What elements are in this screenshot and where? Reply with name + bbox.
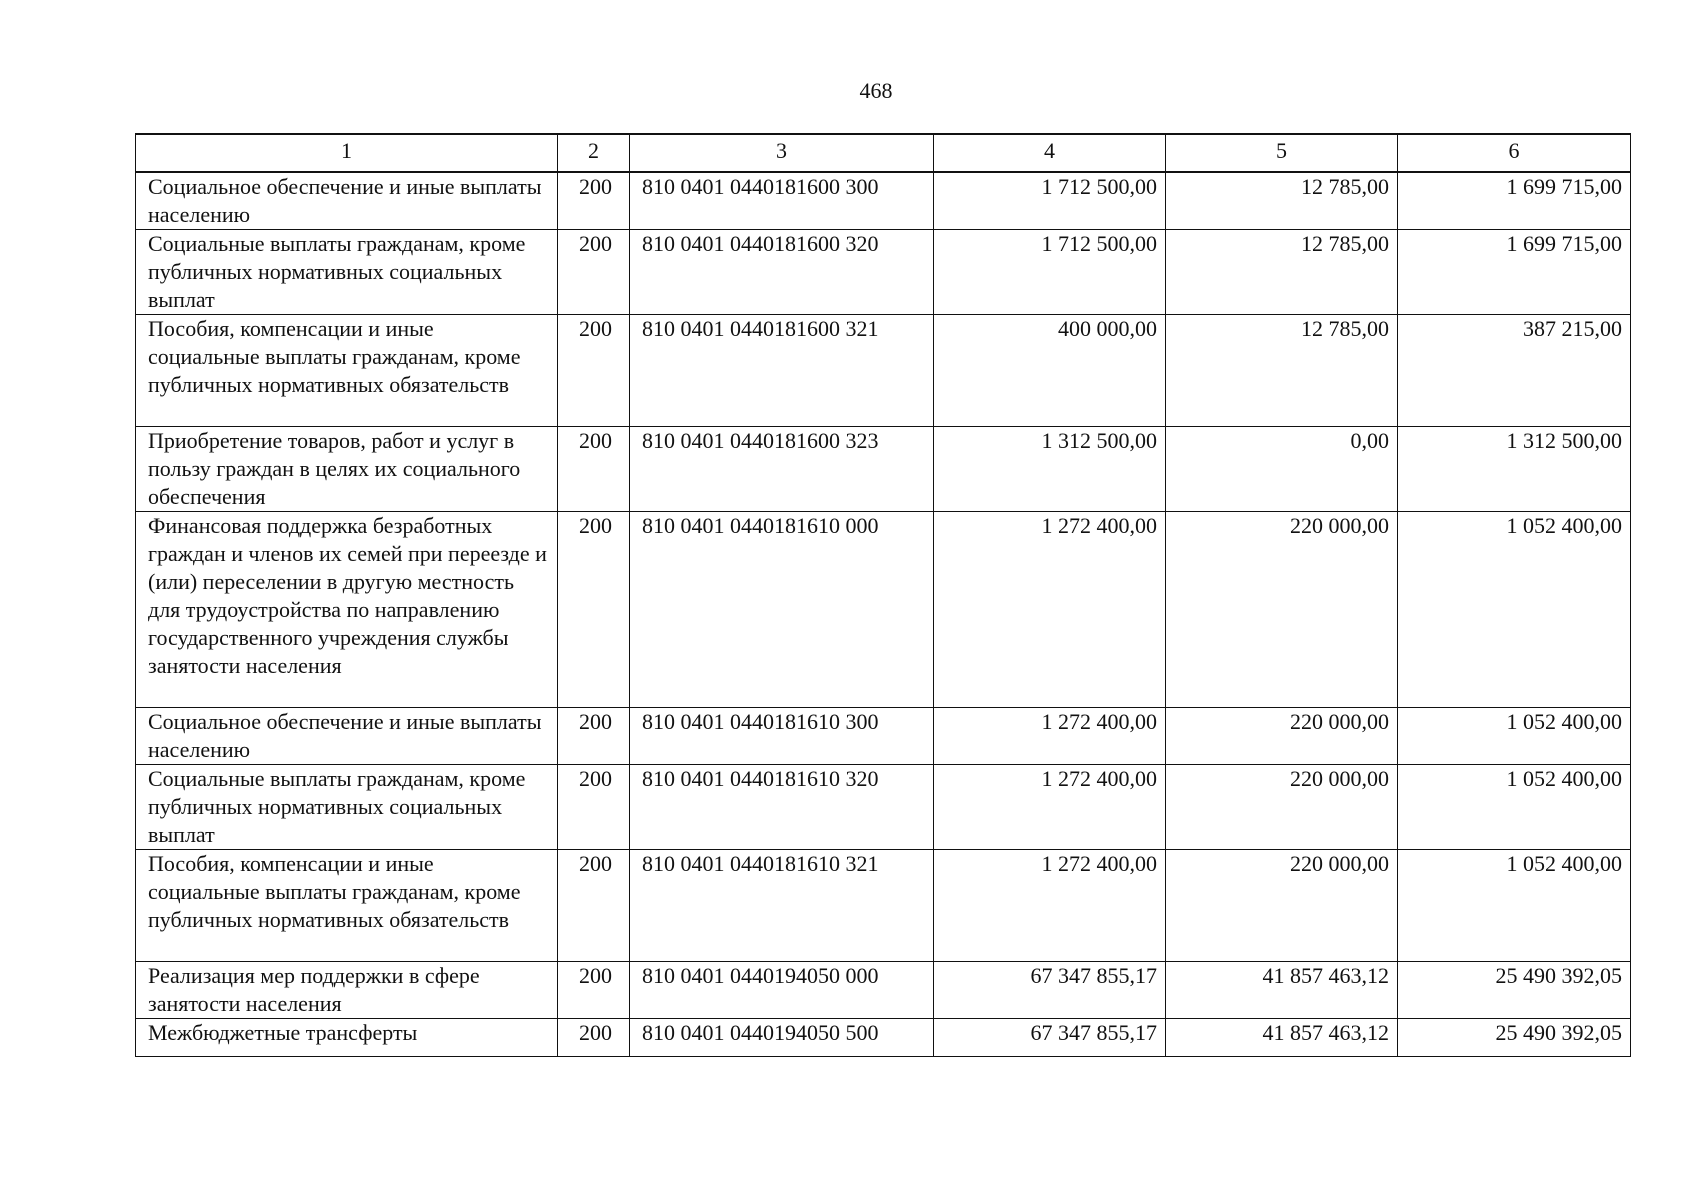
row-name: Социальное обеспечение и иные выплаты населению xyxy=(136,172,558,230)
table-row xyxy=(136,315,1631,427)
row-budget-code: 810 0401 0440181600 321 xyxy=(630,315,934,427)
row-executed: 220 000,00 xyxy=(1166,512,1398,708)
row-approved: 1 272 400,00 xyxy=(934,850,1166,962)
row-name: Социальные выплаты гражданам, кроме публичных нормативных социальных выплат xyxy=(136,230,558,315)
row-name: Социальное обеспечение и иные выплаты населению xyxy=(136,708,558,765)
row-admin-code: 200 xyxy=(558,765,630,850)
row-unexecuted: 1 312 500,00 xyxy=(1398,427,1631,512)
row-executed: 12 785,00 xyxy=(1166,315,1398,427)
column-header-1: 1 xyxy=(136,134,558,172)
row-approved: 1 272 400,00 xyxy=(934,512,1166,708)
row-budget-code: 810 0401 0440181600 320 xyxy=(630,230,934,315)
row-admin-code: 200 xyxy=(558,708,630,765)
row-admin-code: 200 xyxy=(558,315,630,427)
row-approved: 400 000,00 xyxy=(934,315,1166,427)
row-name: Финансовая поддержка безработных граждан и членов их семей при переезде и (или) переселении в другую местность для трудоустройства по направлению государственного учреждения службы занятости населения xyxy=(136,512,558,708)
row-admin-code: 200 xyxy=(558,962,630,1019)
row-name: Пособия, компенсации и иные социальные выплаты гражданам, кроме публичных нормативных обязательств xyxy=(136,850,558,962)
row-admin-code: 200 xyxy=(558,850,630,962)
table-row xyxy=(136,172,1631,230)
row-name: Приобретение товаров, работ и услуг в пользу граждан в целях их социального обеспечения xyxy=(136,427,558,512)
row-name: Межбюджетные трансферты xyxy=(136,1019,558,1057)
row-unexecuted: 25 490 392,05 xyxy=(1398,962,1631,1019)
table-body xyxy=(136,172,1631,1057)
row-executed: 0,00 xyxy=(1166,427,1398,512)
column-header-3: 3 xyxy=(630,134,934,172)
row-approved: 1 312 500,00 xyxy=(934,427,1166,512)
row-name: Социальные выплаты гражданам, кроме публичных нормативных социальных выплат xyxy=(136,765,558,850)
table-row xyxy=(136,708,1631,765)
budget-table xyxy=(135,133,1631,1057)
row-executed: 41 857 463,12 xyxy=(1166,1019,1398,1057)
table-row xyxy=(136,512,1631,708)
row-approved: 67 347 855,17 xyxy=(934,1019,1166,1057)
row-budget-code: 810 0401 0440181610 300 xyxy=(630,708,934,765)
column-header-5: 5 xyxy=(1166,134,1398,172)
row-approved: 1 712 500,00 xyxy=(934,230,1166,315)
row-budget-code: 810 0401 0440181600 300 xyxy=(630,172,934,230)
row-name: Пособия, компенсации и иные социальные выплаты гражданам, кроме публичных нормативных обязательств xyxy=(136,315,558,427)
row-admin-code: 200 xyxy=(558,1019,630,1057)
row-unexecuted: 1 699 715,00 xyxy=(1398,230,1631,315)
table-row xyxy=(136,230,1631,315)
row-approved: 67 347 855,17 xyxy=(934,962,1166,1019)
row-approved: 1 272 400,00 xyxy=(934,708,1166,765)
row-admin-code: 200 xyxy=(558,512,630,708)
row-executed: 12 785,00 xyxy=(1166,172,1398,230)
row-budget-code: 810 0401 0440194050 000 xyxy=(630,962,934,1019)
row-unexecuted: 1 052 400,00 xyxy=(1398,765,1631,850)
row-budget-code: 810 0401 0440181610 000 xyxy=(630,512,934,708)
table-row xyxy=(136,1019,1631,1057)
row-approved: 1 712 500,00 xyxy=(934,172,1166,230)
row-name: Реализация мер поддержки в сфере занятости населения xyxy=(136,962,558,1019)
column-header-4: 4 xyxy=(934,134,1166,172)
row-budget-code: 810 0401 0440181610 320 xyxy=(630,765,934,850)
row-unexecuted: 387 215,00 xyxy=(1398,315,1631,427)
row-budget-code: 810 0401 0440181610 321 xyxy=(630,850,934,962)
row-admin-code: 200 xyxy=(558,230,630,315)
row-unexecuted: 1 052 400,00 xyxy=(1398,850,1631,962)
row-budget-code: 810 0401 0440194050 500 xyxy=(630,1019,934,1057)
table-row xyxy=(136,962,1631,1019)
row-unexecuted: 1 052 400,00 xyxy=(1398,708,1631,765)
row-unexecuted: 1 052 400,00 xyxy=(1398,512,1631,708)
table-row xyxy=(136,765,1631,850)
page-number: 468 xyxy=(859,78,893,103)
row-executed: 220 000,00 xyxy=(1166,708,1398,765)
row-unexecuted: 25 490 392,05 xyxy=(1398,1019,1631,1057)
header-row xyxy=(136,134,1631,172)
row-executed: 41 857 463,12 xyxy=(1166,962,1398,1019)
row-approved: 1 272 400,00 xyxy=(934,765,1166,850)
row-executed: 220 000,00 xyxy=(1166,850,1398,962)
row-admin-code: 200 xyxy=(558,172,630,230)
column-header-6: 6 xyxy=(1398,134,1631,172)
table-row xyxy=(136,850,1631,962)
row-executed: 12 785,00 xyxy=(1166,230,1398,315)
row-admin-code: 200 xyxy=(558,427,630,512)
row-executed: 220 000,00 xyxy=(1166,765,1398,850)
row-budget-code: 810 0401 0440181600 323 xyxy=(630,427,934,512)
table-header xyxy=(136,134,1631,172)
column-header-2: 2 xyxy=(558,134,630,172)
table-row xyxy=(136,427,1631,512)
row-unexecuted: 1 699 715,00 xyxy=(1398,172,1631,230)
